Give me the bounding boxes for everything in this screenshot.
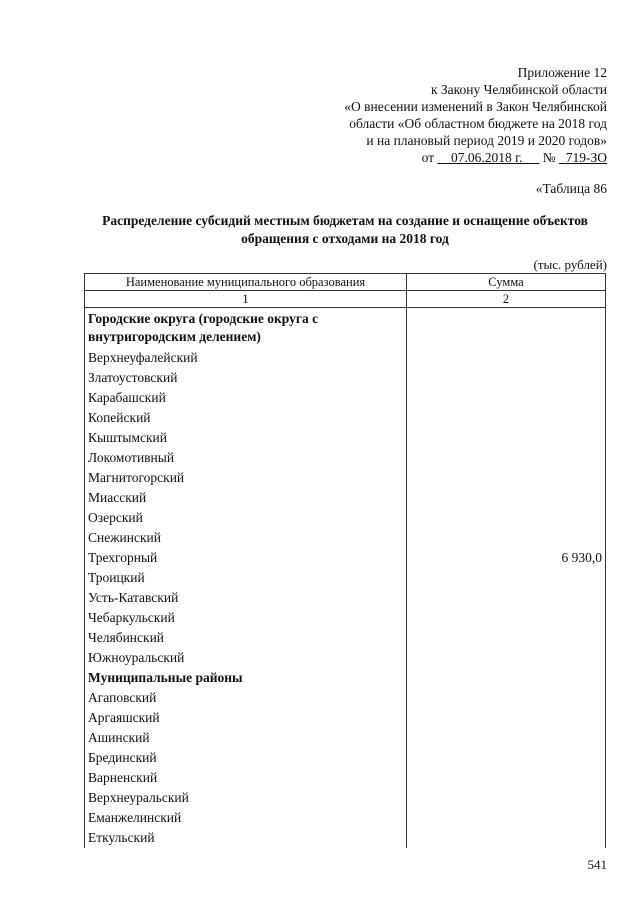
table-row [84,828,606,848]
municipality-name: Верхнеуральский [88,790,189,805]
municipality-name: Озерский [88,510,143,525]
table-row [84,648,606,668]
table-row [84,428,606,448]
subsidy-amount [407,808,606,828]
municipality-name: Магнитогорский [88,470,185,485]
table-colnum-row [84,291,606,308]
table-row [84,488,606,508]
municipality-name: Локомотивный [88,450,175,465]
table-row [84,508,606,528]
table-header-row [84,274,606,291]
appendix-line: к Закону Челябинской области [430,82,607,97]
table-row [84,528,606,548]
subsidy-amount [407,628,606,648]
table-row [84,788,606,808]
municipality-name: Снежинский [88,530,161,545]
subsidy-amount: 6 930,0 [561,550,602,565]
table-row [84,768,606,788]
units-label: (тыс. рублей) [533,257,607,272]
subsidy-amount [407,788,606,808]
municipality-name: Южноуральский [88,650,185,665]
table-row [84,708,606,728]
municipality-name: Копейский [88,410,151,425]
number-prefix: № [542,150,556,165]
municipality-name: Трехгорный [88,550,158,565]
subsidy-amount [407,588,606,608]
municipality-name: Брединский [88,750,157,765]
table-body [84,308,606,848]
appendix-line: и на плановый период 2019 и 2020 годов» [366,133,607,148]
municipality-name: Миасский [88,490,147,505]
table-row [84,368,606,388]
municipality-name: Еманжелинский [88,810,182,825]
municipality-name: Усть-Катавский [88,590,179,605]
municipality-name: Кыштымский [88,430,167,445]
law-date-number [344,149,607,166]
table-row [84,408,606,428]
col-header-sum: Сумма [407,274,606,290]
municipality-name: Троицкий [88,570,145,585]
municipality-name: Карабашский [88,390,166,405]
table-row [84,448,606,468]
appendix-header [344,64,607,166]
table-row [84,568,606,588]
group2-rows [84,688,606,848]
subsidy-amount [407,488,606,508]
municipality-name: Златоустовский [88,370,178,385]
col-header-name: Наименование муниципального образования [84,274,407,290]
municipality-name: Челябинский [88,630,165,645]
subsidy-amount [407,368,606,388]
table-row [84,548,606,568]
subsidy-amount [407,508,606,528]
subsidy-amount [407,688,606,708]
law-date: 07.06.2018 г. [450,150,523,165]
group-header-urban-districts: Городские округа (городские округа с внутригородским делением) [88,311,319,344]
table-row [84,628,606,648]
subsidy-amount [407,608,606,628]
appendix-line: «О внесении изменений в Закон Челябинской [344,99,607,114]
table-row [84,388,606,408]
subsidy-amount [407,728,606,748]
table-row [84,748,606,768]
subsidy-amount [407,708,606,728]
group-header-municipal-districts: Муниципальные районы [88,670,243,685]
table-row [84,808,606,828]
subsidy-amount [407,648,606,668]
group1-rows [84,348,606,668]
subsidy-amount [407,408,606,428]
subsidy-table [84,273,606,848]
appendix-line: Приложение 12 [517,65,607,80]
municipality-name: Агаповский [88,690,157,705]
col-number-2: 2 [407,291,606,307]
subsidy-amount [407,828,606,848]
subsidy-amount [407,768,606,788]
subsidy-amount [407,388,606,408]
col-number-1: 1 [84,291,407,307]
subsidy-amount [407,748,606,768]
subsidy-amount [407,528,606,548]
law-number: 719-ЗО [565,150,607,165]
municipality-name: Варненский [88,770,158,785]
page-title: Распределение субсидий местным бюджетам на создание и оснащение объектов обращения с отходами на 2018 год [102,213,588,246]
table-row [84,468,606,488]
subsidy-amount [407,348,606,368]
table-row [84,608,606,628]
date-prefix: от [421,150,435,165]
table-row [84,728,606,748]
appendix-line: области «Об областном бюджете на 2018 год [349,116,607,131]
municipality-name: Верхнеуфалейский [88,350,198,365]
municipality-name: Еткульский [88,830,155,845]
subsidy-amount [407,448,606,468]
subsidy-amount [407,568,606,588]
subsidy-amount [407,468,606,488]
municipality-name: Чебаркульский [88,610,175,625]
municipality-name: Аргаяшский [88,710,160,725]
page-number: 541 [587,857,607,872]
table-row [84,688,606,708]
table-row [84,348,606,368]
table-row [84,588,606,608]
subsidy-amount [407,428,606,448]
municipality-name: Ашинский [88,730,150,745]
table-mark: «Таблица 86 [535,181,607,196]
